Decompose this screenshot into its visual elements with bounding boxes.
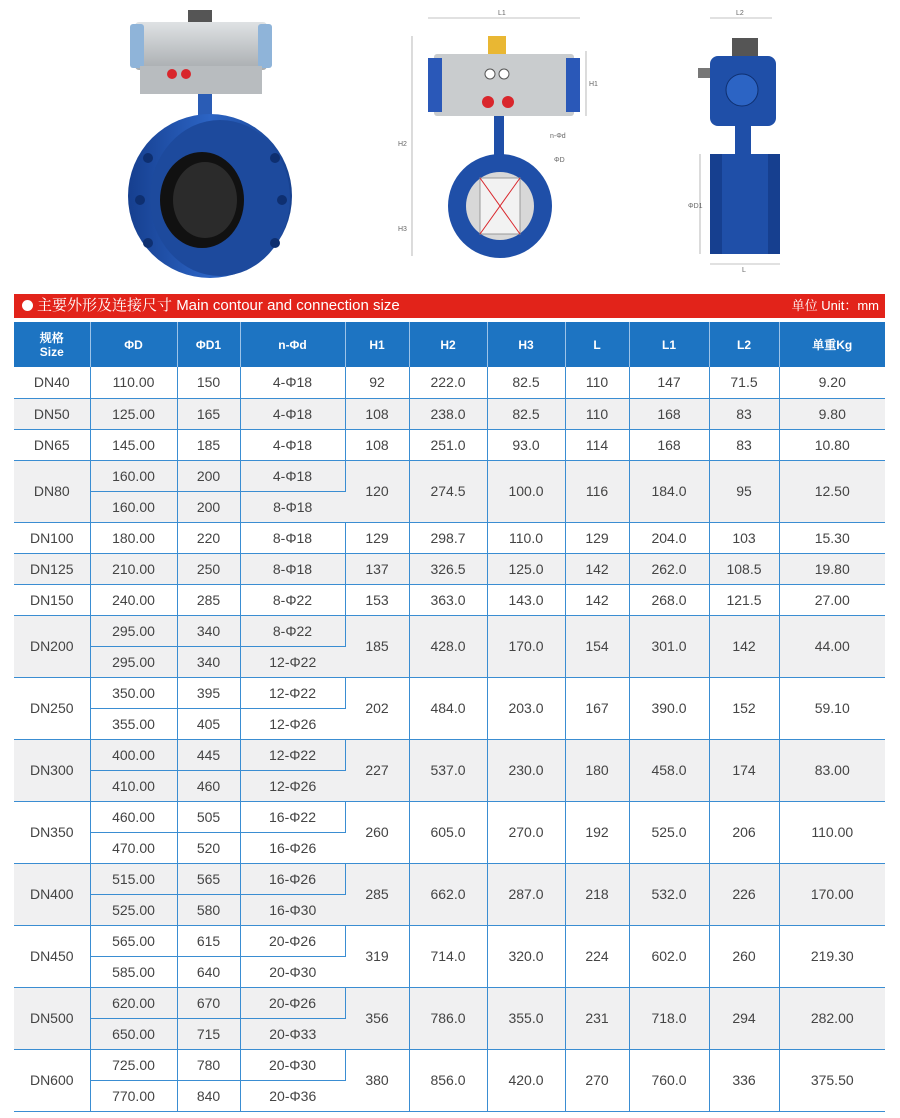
cell-h3: 287.0: [487, 863, 565, 925]
cell-d1: 200: [177, 491, 240, 522]
cell-nd: 12-Φ22: [240, 677, 345, 708]
cell-weight: 12.50: [779, 460, 885, 522]
cell-h3: 125.0: [487, 553, 565, 584]
dim-label-phid: ΦD: [554, 157, 565, 164]
cell-d1: 285: [177, 584, 240, 615]
table-row: [14, 801, 885, 832]
cell-size: DN125: [14, 553, 90, 584]
table-row: [14, 553, 885, 584]
cell-size: DN400: [14, 863, 90, 925]
cell-l2: 226: [709, 863, 779, 925]
cell-l2: 95: [709, 460, 779, 522]
cell-size: DN100: [14, 522, 90, 553]
cell-size: DN450: [14, 925, 90, 987]
cell-weight: 44.00: [779, 615, 885, 677]
cell-nd: 8-Φ18: [240, 491, 345, 522]
cell-nd: 12-Φ26: [240, 770, 345, 801]
cell-h3: 270.0: [487, 801, 565, 863]
dim-label-l2: L2: [736, 10, 744, 17]
cell-nd: 8-Φ18: [240, 522, 345, 553]
cell-size: DN50: [14, 398, 90, 429]
table-row: [14, 367, 885, 398]
cell-l2: 83: [709, 429, 779, 460]
cell-h1: 92: [345, 367, 409, 398]
cell-d: 160.00: [90, 491, 177, 522]
cell-l: 270: [565, 1049, 629, 1111]
cell-l1: 532.0: [629, 863, 709, 925]
cell-d1: 200: [177, 460, 240, 491]
cell-d: 125.00: [90, 398, 177, 429]
cell-l2: 121.5: [709, 584, 779, 615]
cell-weight: 19.80: [779, 553, 885, 584]
cell-l2: 83: [709, 398, 779, 429]
cell-d1: 460: [177, 770, 240, 801]
cell-d: 770.00: [90, 1080, 177, 1111]
table-row: [14, 460, 885, 491]
cell-h3: 93.0: [487, 429, 565, 460]
table-row: [14, 429, 885, 460]
front-view-drawing: [390, 6, 600, 276]
cell-l1: 458.0: [629, 739, 709, 801]
cell-l: 142: [565, 553, 629, 584]
dim-label-l1: L1: [498, 10, 506, 17]
col-l2: L2: [709, 322, 779, 367]
table-row: [14, 522, 885, 553]
col-h2: H2: [409, 322, 487, 367]
col-h3: H3: [487, 322, 565, 367]
col-h1: H1: [345, 322, 409, 367]
cell-l1: 525.0: [629, 801, 709, 863]
cell-weight: 9.20: [779, 367, 885, 398]
cell-nd: 8-Φ22: [240, 584, 345, 615]
side-view-drawing: [680, 6, 800, 276]
cell-nd: 20-Φ30: [240, 1049, 345, 1080]
cell-d: 470.00: [90, 832, 177, 863]
cell-d1: 185: [177, 429, 240, 460]
cell-size: DN200: [14, 615, 90, 677]
cell-l1: 301.0: [629, 615, 709, 677]
cell-h2: 251.0: [409, 429, 487, 460]
cell-h2: 274.5: [409, 460, 487, 522]
cell-d: 460.00: [90, 801, 177, 832]
cell-nd: 16-Φ30: [240, 894, 345, 925]
table-row: [14, 925, 885, 956]
cell-d: 145.00: [90, 429, 177, 460]
cell-h3: 110.0: [487, 522, 565, 553]
cell-h1: 185: [345, 615, 409, 677]
cell-size: DN300: [14, 739, 90, 801]
cell-weight: 375.50: [779, 1049, 885, 1111]
cell-h1: 319: [345, 925, 409, 987]
cell-size: DN40: [14, 367, 90, 398]
cell-weight: 282.00: [779, 987, 885, 1049]
cell-l2: 71.5: [709, 367, 779, 398]
cell-d1: 340: [177, 615, 240, 646]
dim-label-h2: H2: [398, 141, 407, 148]
cell-nd: 8-Φ18: [240, 553, 345, 584]
cell-nd: 4-Φ18: [240, 429, 345, 460]
cell-h2: 662.0: [409, 863, 487, 925]
cell-l2: 336: [709, 1049, 779, 1111]
cell-h3: 230.0: [487, 739, 565, 801]
cell-d1: 165: [177, 398, 240, 429]
cell-l1: 184.0: [629, 460, 709, 522]
cell-h2: 428.0: [409, 615, 487, 677]
cell-d: 180.00: [90, 522, 177, 553]
cell-h3: 320.0: [487, 925, 565, 987]
cell-l1: 760.0: [629, 1049, 709, 1111]
table-body: [14, 367, 885, 1111]
cell-size: DN150: [14, 584, 90, 615]
table-header-row: [14, 322, 885, 367]
cell-d: 565.00: [90, 925, 177, 956]
title-cn: 主要外形及连接尺寸: [37, 297, 173, 314]
cell-d1: 520: [177, 832, 240, 863]
cell-h2: 484.0: [409, 677, 487, 739]
valve-photo: [110, 8, 310, 278]
cell-d1: 220: [177, 522, 240, 553]
cell-nd: 20-Φ33: [240, 1018, 345, 1049]
cell-h1: 137: [345, 553, 409, 584]
cell-weight: 15.30: [779, 522, 885, 553]
dim-label-l: L: [742, 267, 746, 274]
dim-label-nphi: n-Φd: [550, 133, 566, 140]
cell-nd: 4-Φ18: [240, 398, 345, 429]
cell-l: 231: [565, 987, 629, 1049]
cell-weight: 9.80: [779, 398, 885, 429]
dim-label-h1: H1: [589, 81, 598, 88]
cell-d: 525.00: [90, 894, 177, 925]
cell-nd: 20-Φ26: [240, 987, 345, 1018]
dim-label-h3: H3: [398, 226, 407, 233]
cell-l2: 142: [709, 615, 779, 677]
cell-h1: 356: [345, 987, 409, 1049]
cell-d: 585.00: [90, 956, 177, 987]
cell-d: 295.00: [90, 646, 177, 677]
cell-nd: 12-Φ26: [240, 708, 345, 739]
cell-nd: 20-Φ30: [240, 956, 345, 987]
col-d: ΦD: [90, 322, 177, 367]
table-row: [14, 739, 885, 770]
col-d1: ΦD1: [177, 322, 240, 367]
cell-d1: 580: [177, 894, 240, 925]
cell-l: 218: [565, 863, 629, 925]
col-nd: n-Φd: [240, 322, 345, 367]
cell-nd: 4-Φ18: [240, 367, 345, 398]
cell-size: DN250: [14, 677, 90, 739]
cell-h3: 143.0: [487, 584, 565, 615]
cell-d: 295.00: [90, 615, 177, 646]
cell-l1: 168: [629, 429, 709, 460]
cell-nd: 16-Φ26: [240, 832, 345, 863]
cell-weight: 170.00: [779, 863, 885, 925]
dim-label-d1: ΦD1: [688, 203, 703, 210]
table-row: [14, 677, 885, 708]
cell-size: DN65: [14, 429, 90, 460]
cell-l: 114: [565, 429, 629, 460]
bullet-icon: [22, 300, 33, 311]
cell-h1: 202: [345, 677, 409, 739]
title-en: Main contour and connection size: [176, 297, 400, 314]
cell-l1: 168: [629, 398, 709, 429]
cell-h1: 129: [345, 522, 409, 553]
cell-l: 142: [565, 584, 629, 615]
cell-l: 110: [565, 367, 629, 398]
cell-d: 160.00: [90, 460, 177, 491]
cell-d: 350.00: [90, 677, 177, 708]
cell-d1: 715: [177, 1018, 240, 1049]
cell-nd: 4-Φ18: [240, 460, 345, 491]
cell-l: 129: [565, 522, 629, 553]
col-l: L: [565, 322, 629, 367]
cell-h1: 108: [345, 398, 409, 429]
cell-d: 515.00: [90, 863, 177, 894]
cell-l2: 152: [709, 677, 779, 739]
col-l1: L1: [629, 322, 709, 367]
cell-weight: 83.00: [779, 739, 885, 801]
cell-d1: 340: [177, 646, 240, 677]
cell-l1: 390.0: [629, 677, 709, 739]
cell-l1: 268.0: [629, 584, 709, 615]
cell-nd: 12-Φ22: [240, 739, 345, 770]
cell-l2: 260: [709, 925, 779, 987]
spec-table: [14, 322, 885, 1112]
cell-l1: 204.0: [629, 522, 709, 553]
cell-nd: 20-Φ36: [240, 1080, 345, 1111]
table-row: [14, 584, 885, 615]
cell-nd: 16-Φ22: [240, 801, 345, 832]
cell-h3: 420.0: [487, 1049, 565, 1111]
cell-h2: 222.0: [409, 367, 487, 398]
cell-h1: 380: [345, 1049, 409, 1111]
cell-nd: 16-Φ26: [240, 863, 345, 894]
cell-weight: 59.10: [779, 677, 885, 739]
cell-d: 400.00: [90, 739, 177, 770]
col-weight: 单重Kg: [779, 322, 885, 367]
cell-size: DN80: [14, 460, 90, 522]
cell-size: DN350: [14, 801, 90, 863]
cell-d1: 405: [177, 708, 240, 739]
unit-label: 单位 Unit：mm: [791, 298, 879, 313]
cell-h3: 100.0: [487, 460, 565, 522]
cell-size: DN600: [14, 1049, 90, 1111]
table-row: [14, 863, 885, 894]
cell-l: 224: [565, 925, 629, 987]
cell-l1: 602.0: [629, 925, 709, 987]
cell-size: DN500: [14, 987, 90, 1049]
cell-l: 192: [565, 801, 629, 863]
cell-d1: 640: [177, 956, 240, 987]
cell-h2: 238.0: [409, 398, 487, 429]
cell-weight: 110.00: [779, 801, 885, 863]
cell-weight: 219.30: [779, 925, 885, 987]
cell-h2: 537.0: [409, 739, 487, 801]
cell-d: 620.00: [90, 987, 177, 1018]
cell-d1: 565: [177, 863, 240, 894]
cell-h1: 260: [345, 801, 409, 863]
cell-h3: 82.5: [487, 398, 565, 429]
cell-h3: 355.0: [487, 987, 565, 1049]
cell-l2: 174: [709, 739, 779, 801]
cell-h2: 714.0: [409, 925, 487, 987]
cell-nd: 12-Φ22: [240, 646, 345, 677]
cell-h1: 285: [345, 863, 409, 925]
table-row: [14, 987, 885, 1018]
cell-h2: 786.0: [409, 987, 487, 1049]
cell-nd: 20-Φ26: [240, 925, 345, 956]
cell-l: 167: [565, 677, 629, 739]
cell-h2: 363.0: [409, 584, 487, 615]
cell-l: 154: [565, 615, 629, 677]
cell-d1: 395: [177, 677, 240, 708]
cell-l1: 718.0: [629, 987, 709, 1049]
product-images: [0, 0, 900, 290]
cell-d1: 250: [177, 553, 240, 584]
cell-d1: 670: [177, 987, 240, 1018]
cell-l: 116: [565, 460, 629, 522]
cell-h3: 203.0: [487, 677, 565, 739]
col-size: 规格 Size: [14, 322, 90, 367]
cell-d: 725.00: [90, 1049, 177, 1080]
cell-d: 210.00: [90, 553, 177, 584]
section-banner: [14, 294, 885, 318]
cell-d: 410.00: [90, 770, 177, 801]
cell-weight: 27.00: [779, 584, 885, 615]
cell-d: 110.00: [90, 367, 177, 398]
cell-d1: 150: [177, 367, 240, 398]
cell-h1: 108: [345, 429, 409, 460]
cell-d1: 840: [177, 1080, 240, 1111]
table-row: [14, 398, 885, 429]
cell-l1: 262.0: [629, 553, 709, 584]
cell-h2: 298.7: [409, 522, 487, 553]
cell-h3: 82.5: [487, 367, 565, 398]
cell-h1: 120: [345, 460, 409, 522]
table-row: [14, 615, 885, 646]
cell-h1: 227: [345, 739, 409, 801]
cell-l: 180: [565, 739, 629, 801]
section-title: [22, 296, 400, 316]
cell-nd: 8-Φ22: [240, 615, 345, 646]
cell-h1: 153: [345, 584, 409, 615]
cell-d: 240.00: [90, 584, 177, 615]
cell-h3: 170.0: [487, 615, 565, 677]
cell-d: 650.00: [90, 1018, 177, 1049]
cell-h2: 856.0: [409, 1049, 487, 1111]
cell-d: 355.00: [90, 708, 177, 739]
cell-l2: 103: [709, 522, 779, 553]
cell-d1: 505: [177, 801, 240, 832]
cell-h2: 605.0: [409, 801, 487, 863]
cell-l1: 147: [629, 367, 709, 398]
cell-l: 110: [565, 398, 629, 429]
cell-l2: 294: [709, 987, 779, 1049]
cell-l2: 206: [709, 801, 779, 863]
cell-l2: 108.5: [709, 553, 779, 584]
cell-d1: 780: [177, 1049, 240, 1080]
cell-h2: 326.5: [409, 553, 487, 584]
cell-d1: 615: [177, 925, 240, 956]
table-row: [14, 1049, 885, 1080]
cell-weight: 10.80: [779, 429, 885, 460]
cell-d1: 445: [177, 739, 240, 770]
